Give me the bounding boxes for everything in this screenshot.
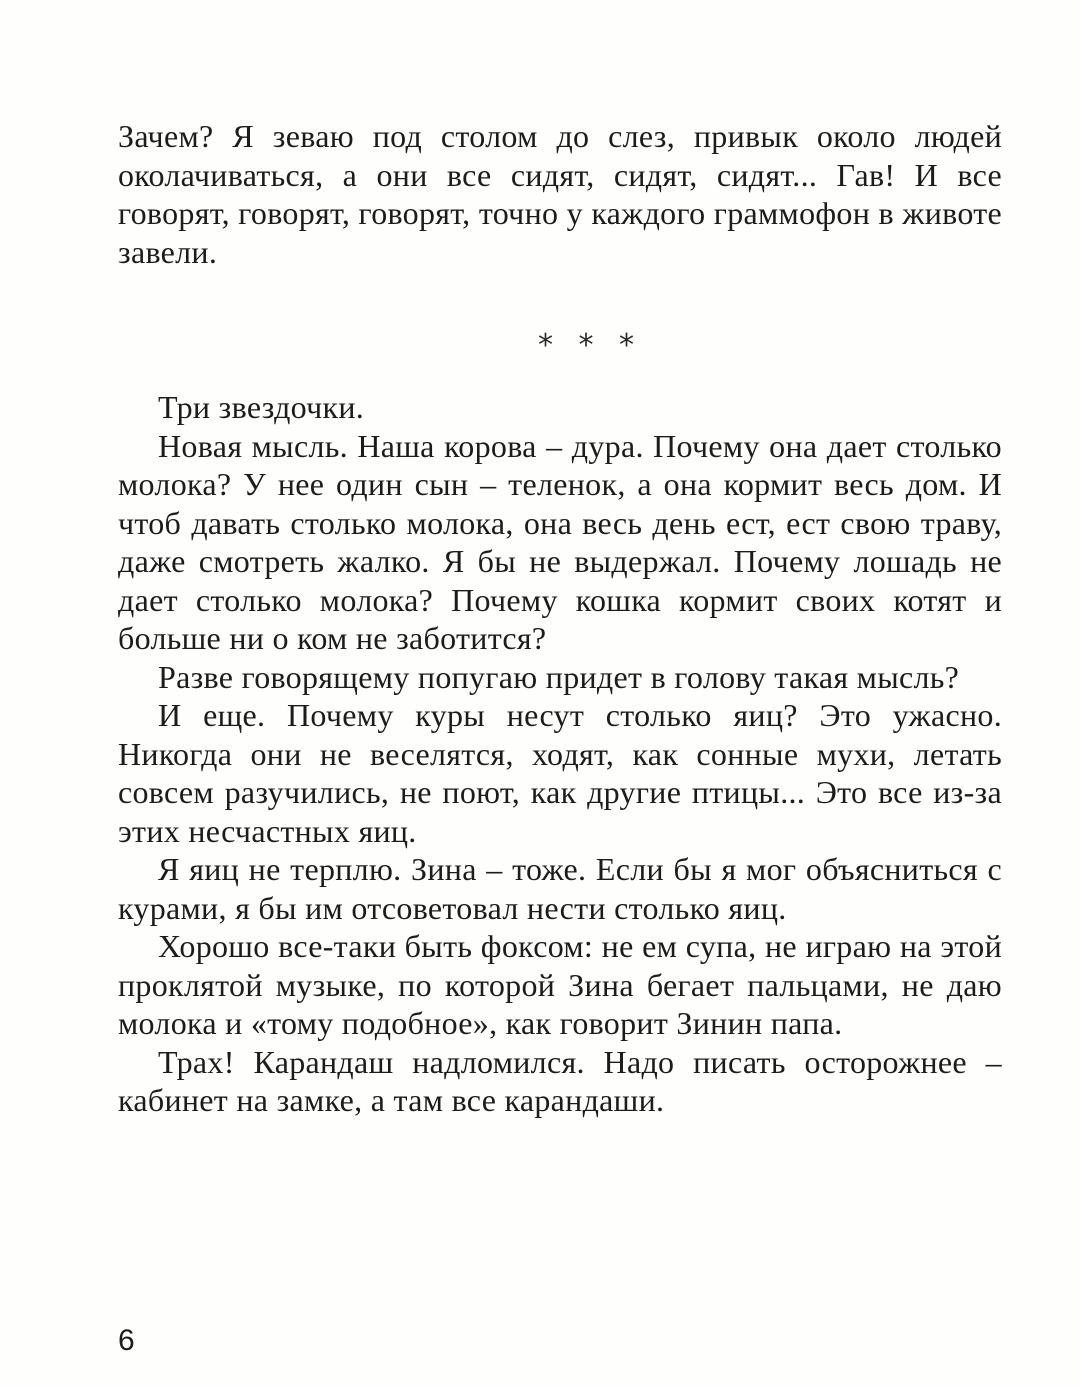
paragraph: Трах! Карандаш надломился. Надо писать осторожнее – кабинет на замке, а там все карандаши. xyxy=(118,1043,1002,1118)
text-section-main xyxy=(118,388,1002,1120)
paragraph: Новая мысль. Наша корова – дура. Почему она дает столько молока? У нее один сын – теленок, а она кормит весь дом. И чтоб давать столько молока, она весь день ест, ест свою траву, даже смотреть жалко. Я бы не выдержал. Почему лошадь не дает столько молока? Почему кошка кормит своих котят и больше ни о ком не заботится? xyxy=(118,427,1002,656)
section-divider-asterisks: * * * xyxy=(537,328,643,363)
text-section-top xyxy=(118,117,1002,271)
paragraph: Разве говорящему попугаю придет в голову такая мысль? xyxy=(158,658,960,695)
paragraph: Зачем? Я зеваю под столом до слез, привык около людей околачиваться, а они все сидят, сидят, сидят... Гав! И все говорят, говорят, говорят, точно у каждого граммофон в животе завели. xyxy=(118,118,1002,270)
paragraph: Три звездочки. xyxy=(158,389,365,425)
page-number: 6 xyxy=(118,1324,135,1357)
paragraph: Хорошо все-таки быть фоксом: не ем супа, не играю на этой проклятой музыке, по которой Зина бегает пальцами, не даю молока и «тому подобное», как говорит Зинин папа. xyxy=(118,928,1002,1041)
paragraph: И еще. Почему куры несут столько яиц? Это ужасно. Никогда они не веселятся, ходят, как сонные мухи, летать совсем разучились, не поют, как другие птицы... Это все из-за этих несчастных яиц. xyxy=(118,697,1002,849)
paragraph: Я яиц не терплю. Зина – тоже. Если бы я мог объясниться с курами, я бы им отсоветовал нести столько яиц. xyxy=(118,851,1002,926)
